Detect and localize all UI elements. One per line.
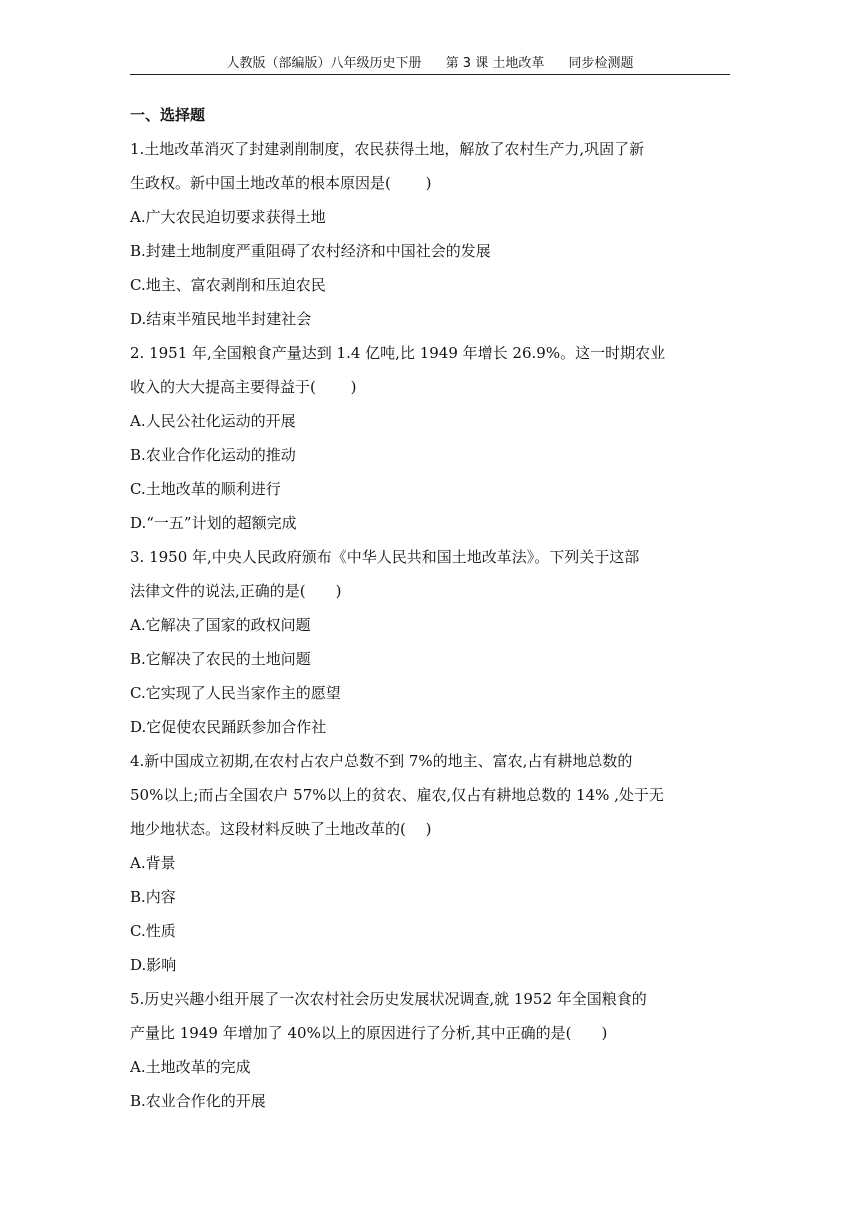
answer-option: D.“一五”计划的超额完成 <box>130 514 297 532</box>
answer-option: D.它促使农民踊跃参加合作社 <box>130 718 327 736</box>
answer-option: A.背景 <box>130 854 176 872</box>
answer-option: A.广大农民迫切要求获得土地 <box>130 208 326 226</box>
document-body <box>130 98 730 1118</box>
question-1 <box>130 132 730 336</box>
answer-option: B.它解决了农民的土地问题 <box>130 650 311 668</box>
header-rule <box>130 74 730 75</box>
question-stem-line: 50%以上;而占全国农户 57%以上的贫农、雇农,仅占有耕地总数的 14% ,处于无 <box>130 786 664 804</box>
question-stem-line: 产量比 1949 年增加了 40%以上的原因进行了分析,其中正确的是( ) <box>130 1024 608 1042</box>
answer-option: A.土地改革的完成 <box>130 1058 251 1076</box>
question-stem-line: 生政权。新中国土地改革的根本原因是( ) <box>130 174 432 192</box>
answer-option: B.封建土地制度严重阻碍了农村经济和中国社会的发展 <box>130 242 491 260</box>
question-3 <box>130 540 730 744</box>
page-header <box>130 52 730 74</box>
question-list <box>130 132 730 1118</box>
question-stem-line: 1.土地改革消灭了封建剥削制度，农民获得土地，解放了农村生产力,巩固了新 <box>130 140 645 158</box>
question-stem-line: 4.新中国成立初期,在农村占农户总数不到 7%的地主、富农,占有耕地总数的 <box>130 752 633 770</box>
answer-option: C.它实现了人民当家作主的愿望 <box>130 684 341 702</box>
header-book: 人教版（部编版）八年级历史下册 <box>226 56 422 71</box>
header-lesson: 第 3 课 土地改革 <box>445 56 545 71</box>
question-5 <box>130 982 730 1118</box>
question-stem-line: 地少地状态。这段材料反映了土地改革的( ) <box>130 820 432 838</box>
answer-option: A.它解决了国家的政权问题 <box>130 616 311 634</box>
answer-option: D.影响 <box>130 956 177 974</box>
question-stem-line: 法律文件的说法,正确的是( ) <box>130 582 342 600</box>
answer-option: C.地主、富农剥削和压迫农民 <box>130 276 326 294</box>
header-type: 同步检测题 <box>568 56 634 71</box>
answer-option: B.内容 <box>130 888 176 906</box>
question-stem-line: 收入的大大提高主要得益于( ) <box>130 378 357 396</box>
question-stem-line: 3. 1950 年,中央人民政府颁布《中华人民共和国土地改革法》。下列关于这部 <box>130 548 640 566</box>
answer-option: C.土地改革的顺利进行 <box>130 480 281 498</box>
question-stem-line: 2. 1951 年,全国粮食产量达到 1.4 亿吨,比 1949 年增长 26.9%。这一时期农业 <box>130 344 666 362</box>
question-stem-line: 5.历史兴趣小组开展了一次农村社会历史发展状况调查,就 1952 年全国粮食的 <box>130 990 647 1008</box>
answer-option: B.农业合作化运动的推动 <box>130 446 296 464</box>
section-title: 一、选择题 <box>130 106 206 124</box>
question-4 <box>130 744 730 982</box>
answer-option: C.性质 <box>130 922 176 940</box>
answer-option: B.农业合作化的开展 <box>130 1092 266 1110</box>
answer-option: A.人民公社化运动的开展 <box>130 412 296 430</box>
answer-option: D.结束半殖民地半封建社会 <box>130 310 312 328</box>
question-2 <box>130 336 730 540</box>
